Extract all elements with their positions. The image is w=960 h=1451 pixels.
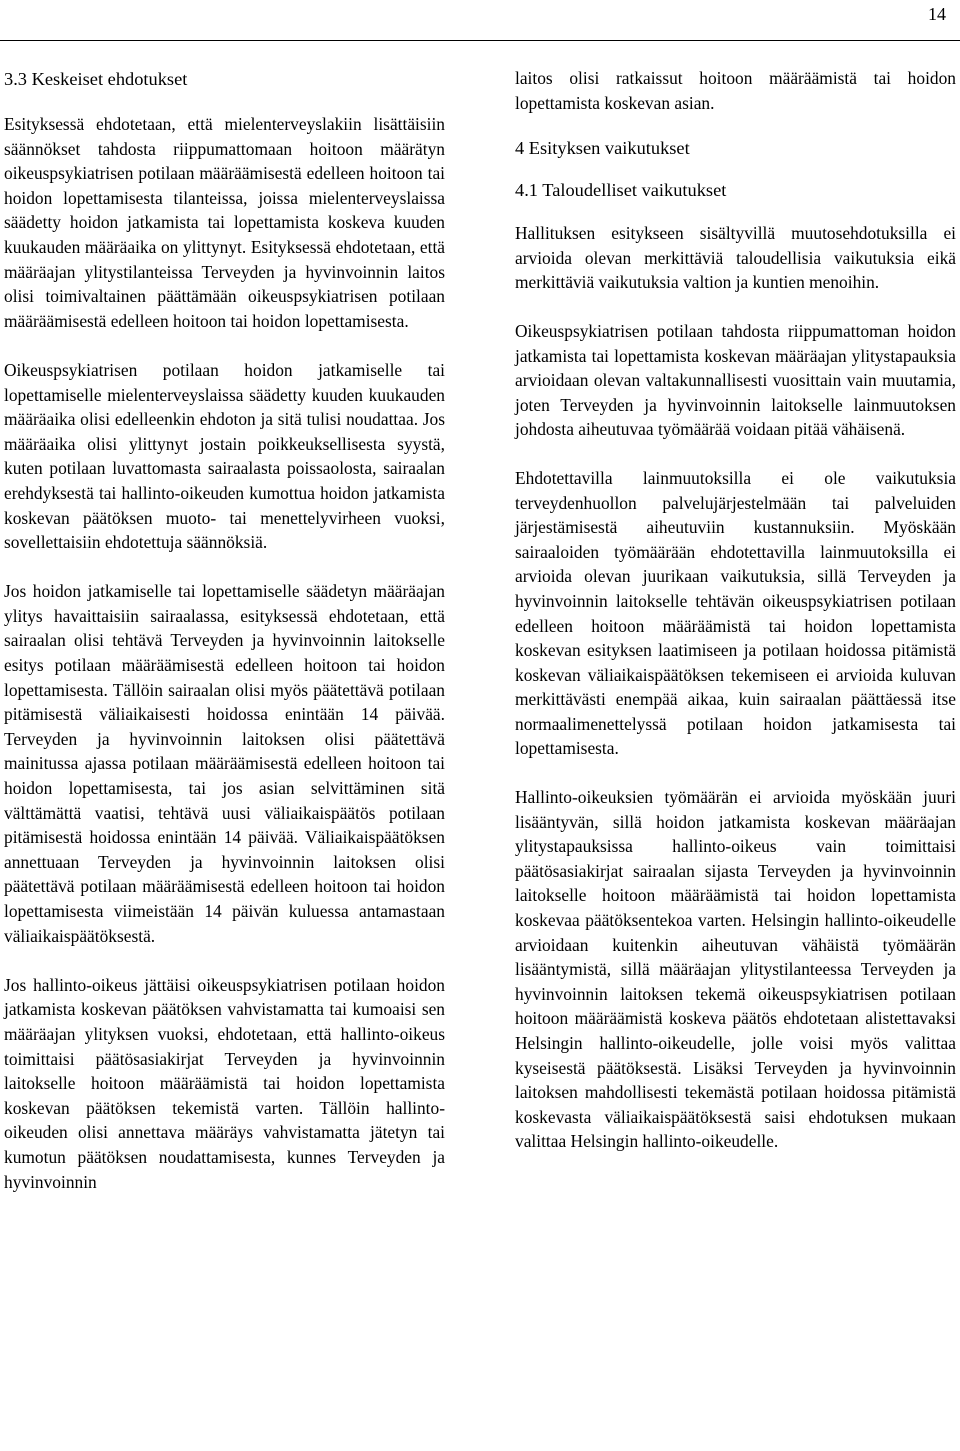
paragraph: Esityksessä ehdotetaan, että mielenterveyslakiin lisättäisiin säännökset tahdosta riippumattomaan hoitoon määrätyn oikeuspsykiatrisen potilaan määräämisestä edelleen hoitoon tai hoidon lopettamisesta tilanteissa, joissa mielenterveyslaissa säädetty hoidon jatkamista tai lopettamista koskeva kuuden kuukauden määräaika on ylittynyt. Esityksessä ehdotetaan, että määräajan ylitystilanteissa Terveyden ja hyvinvoinnin laitos olisi toimivaltainen päättämään oikeuspsykiatrisen potilaan määräämisestä edelleen hoitoon tai hoidon lopettamisesta. [4, 114, 445, 331]
paragraph: Jos hoidon jatkamiselle tai lopettamiselle säädetyn määräajan ylitys havaittaisiin sairaalassa, esityksessä ehdotetaan, että sairaalan olisi tehtävä Terveyden ja hyvinvoinnin laitokselle esitys potilaan määräämisestä edelleen hoitoon tai hoidon lopettamisesta. Tällöin sairaalan olisi myös päätettävä potilaan pitämisestä väliaikaisesti hoidossa enintään 14 päivää. Terveyden ja hyvinvoinnin laitoksen olisi päätettävä mainitussa ajassa potilaan määräämisestä edelleen hoitoon tai hoidon lopettamisesta, tai jos asian selvittäminen sitä välttämättä vaatisi, tehtävä uusi väliaikaispäätös potilaan pitämisestä hoidossa enintään 14 päivää. Väliaikaispäätöksen annettuaan Terveyden ja hyvinvoinnin laitoksen olisi päätettävä potilaan määräämisestä edelleen hoitoon tai hoidon lopettamisesta viimeistään 14 päivän kuluessa antamastaan väliaikaispäätöksestä. [4, 581, 445, 946]
header-rule [0, 40, 960, 41]
paragraph-continuation: laitos olisi ratkaissut hoitoon määräämistä tai hoidon lopettamista koskevan asian. [515, 68, 956, 113]
paragraph: Ehdotettavilla lainmuutoksilla ei ole vaikutuksia terveydenhuollon palvelujärjestelmään tai palveluiden järjestämisestä aiheutuviin kustannuksiin. Myöskään sairaaloiden työmäärään ehdotettavilla lainmuutoksilla ei arvioida olevan juurikaan vaikutuksia, sillä Terveyden ja hyvinvoinnin laitokselle tehtävän oikeuspsykiatrisen potilaan edelleen hoitoon määräämistä tai hoidon lopettamista koskevan esityksen laatimiseen ja potilaan hoidossa pitämistä koskevan väliaikaispäätöksen tekemiseen ei arvioida kuluvan merkittävästi enempää aikaa, kuin sairaalan päättäessä itse normaalimenettelyssä potilaan hoidon jatkamisesta tai lopettamisesta. [515, 467, 956, 759]
paragraph: Jos hallinto-oikeus jättäisi oikeuspsykiatrisen potilaan hoidon jatkamista koskevan päätöksen vahvistamatta tai kumoaisi sen määräajan ylityksen vuoksi, ehdotetaan, että hallinto-oikeus toimittaisi päätösasiakirjat Terveyden ja hyvinvoinnin laitokselle hoitoon määräämistä tai hoidon lopettamista koskevan päätöksen tekemistä varten. Tällöin hallinto-oikeuden olisi annettava määräys vahvistamatta jätetyn tai kumotun päätöksen noudattamisesta, kunnes Terveyden ja hyvinvoinnin [4, 974, 445, 1192]
page-number: 14 [928, 4, 946, 24]
paragraph: Oikeuspsykiatrisen potilaan tahdosta riippumattoman hoidon jatkamista tai lopettamista koskevan määräajan ylitystapauksia arvioidaan olevan valtakunnallisesti vuosittain vain muutamia, joten Terveyden ja hyvinvoinnin laitokselle lainmuutoksen johdosta aiheutuvaa työmäärää voidaan pitää vähäisenä. [515, 320, 956, 440]
left-column [4, 66, 445, 1194]
section-heading-3-3: 3.3 Keskeiset ehdotukset [4, 69, 188, 89]
paragraph: Hallinto-oikeuksien työmäärän ei arvioida myöskään juuri lisääntyvän, sillä hoidon jatkamista koskevan määräajan ylitystapauksissa hallinto-oikeus vain toimittaisi päätösasiakirjat sairaalan sijasta Terveyden ja hyvinvoinnin laitokselle hoitoon määräämistä tai hoidon lopettamista koskevaa päätöksentekoa varten. Helsingin hallinto-oikeudelle arvioidaan kuitenkin aiheutuvan vähäistä työmäärän lisääntymistä, sillä määräajan ylitystilanteessa Terveyden ja hyvinvoinnin laitoksen tekemä oikeuspsykiatrisen potilaan hoitoon määräämistä koskeva päätös ehdotetaan alistettavaksi Helsingin hallinto-oikeudelle, jolle voisi myös valittaa kyseisestä päätöksestä. Lisäksi Terveyden ja hyvinvoinnin laitoksen mahdollisesti tekemästä potilaan hoidossa pitämistä koskevasta väliaikaispäätöksestä saisi ehdotuksen mukaan valittaa Helsingin hallinto-oikeudelle. [515, 787, 956, 1152]
section-heading-4-1: 4.1 Taloudelliset vaikutukset [515, 180, 727, 201]
right-column [515, 66, 956, 1154]
section-heading-4: 4 Esityksen vaikutukset [515, 138, 690, 159]
paragraph: Hallituksen esitykseen sisältyvillä muutosehdotuksilla ei arvioida olevan merkittäviä taloudellisia vaikutuksia eikä merkittäviä vaikutuksia valtion ja kuntien menoihin. [515, 223, 956, 293]
paragraph: Oikeuspsykiatrisen potilaan hoidon jatkamiselle tai lopettamiselle mielenterveyslaissa säädetty kuuden kuukauden määräaika olisi edelleenkin ehdoton ja sitä tulisi noudattaa. Jos määräaika olisi ylittynyt jostain poikkeuksellisesta syystä, kuten potilaan luvattomasta sairaalasta poissaolosta, sairaalan erehdyksestä tai hallinto-oikeuden kumottua hoidon jatkamista koskevan päätöksen muoto- tai menettelyvirheen vuoksi, sovellettaisiin ehdotettuja säännöksiä. [4, 359, 445, 553]
